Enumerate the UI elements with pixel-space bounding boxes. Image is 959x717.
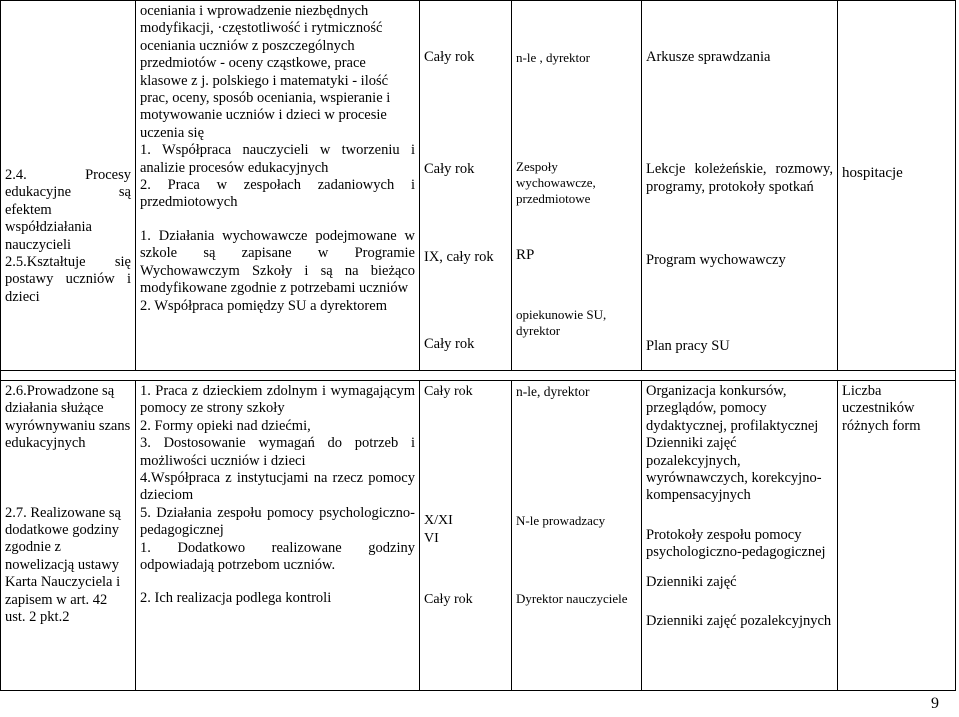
activity-text: 1. Dodatkowo realizowane godziny odpowiadają potrzebom uczniów. — [140, 539, 415, 574]
evidence-text: Arkusze sprawdzania — [646, 49, 771, 65]
timing-text: Cały rok — [424, 384, 473, 399]
activity-text: oceniania i wprowadzenie niezbędnych modyfikacji, ·częstotliwość i rytmiczność oceniania uczniów z poszczególnych przedmiotów - oceny cząstkowe, prace klasowe z j. polskiego i matematyki - ilość prac, oceny, sposób oceniania, wspieranie i motywowanie uczniów i dzieci w procesie uczenia się — [140, 3, 391, 141]
activity-text: 3. Dostosowanie wymagań do potrzeb i możliwości uczniów i dzieci — [140, 435, 415, 469]
method-text: hospitacje — [842, 165, 903, 181]
activities-cell — [136, 381, 420, 691]
responsible-cell — [512, 1, 642, 371]
responsible-text: N-le prowadzacy — [516, 513, 606, 529]
responsible-cell — [512, 381, 642, 691]
method-cell — [838, 1, 956, 371]
activity-text: 2. Praca w zespołach zadaniowych i przedmiotowych — [140, 177, 415, 211]
timing-text: Cały rok — [424, 161, 475, 178]
evidence-text: Lekcje koleżeńskie, rozmowy, programy, protokoły spotkań — [646, 161, 833, 195]
timing-text: X/XI VI — [424, 513, 453, 546]
criteria-cell — [1, 381, 136, 691]
criterion-text: 2.6.Prowadzone są działania służące wyrównywaniu szans edukacyjnych — [5, 383, 131, 452]
responsible-text: n-le , dyrektor — [516, 50, 591, 65]
evidence-text: Plan pracy SU — [646, 337, 730, 354]
timing-cell — [420, 1, 512, 371]
evidence-text: Organizacja konkursów, przeglądów, pomocy dydaktycznej, profilaktycznej Dzienniki zajęć pozalekcyjnych, wyrównawczych, korekcyjno-kompensacyjnych — [646, 383, 822, 504]
activities-cell — [136, 1, 420, 371]
activity-text: 2. Ich realizacja podlega kontroli — [140, 590, 332, 607]
activity-text: 2. Współpraca pomiędzy SU a dyrektorem — [140, 297, 387, 314]
evidence-text: Program wychowawczy — [646, 252, 786, 269]
activity-text: 4.Współpraca z instytucjami na rzecz pomocy dzieciom — [140, 470, 415, 504]
activity-text: 2. Formy opieki nad dziećmi, — [140, 417, 311, 434]
method-cell — [838, 381, 956, 691]
activity-text: 1. Praca z dzieckiem zdolnym i wymagającym pomocy ze strony szkoły — [140, 383, 415, 417]
activity-text: 1. Działania wychowawcze podejmowane w szkole są zapisane w Programie Wychowawczym Szkoły i są na bieżąco modyfikowane zgodnie z potrzebami uczniów — [140, 227, 415, 297]
timing-text: Cały rok — [424, 49, 475, 65]
responsible-text: opiekunowie SU, dyrektor — [516, 306, 607, 338]
responsible-text: RP — [516, 247, 535, 264]
criterion-text: 2.7. Realizowane są dodatkowe godziny zgodnie z nowelizacją ustawy Karta Nauczyciela i zapisem w art. 42 ust. 2 pkt.2 — [5, 504, 121, 626]
responsible-text: n-le, dyrektor — [516, 384, 590, 399]
method-text: Liczba uczestników różnych form — [842, 383, 921, 434]
evidence-cell — [642, 381, 838, 691]
criterion-text: 2.5.Kształtuje się postawy uczniów i dzieci — [5, 254, 131, 305]
activity-text: 1. Współpraca nauczycieli w tworzeniu i analizie procesów edukacyjnych — [140, 142, 415, 176]
evidence-text: Dzienniki zajęć pozalekcyjnych — [646, 613, 832, 630]
criterion-text: 2.4. Procesy edukacyjne są efektem współdziałania nauczycieli — [5, 167, 131, 253]
table-row — [1, 1, 956, 371]
timing-cell — [420, 381, 512, 691]
evidence-cell — [642, 1, 838, 371]
evidence-text: Protokoły zespołu pomocy psychologiczno-pedagogicznej — [646, 526, 826, 561]
responsible-text: Dyrektor nauczyciele — [516, 590, 628, 606]
evidence-text: Dzienniki zajęć — [646, 573, 737, 590]
timing-text: IX, cały rok — [424, 248, 494, 265]
responsible-text: Zespoły wychowawcze, przedmiotowe — [516, 159, 596, 207]
timing-text: Cały rok — [424, 592, 473, 608]
activity-text: 5. Działania zespołu pomocy psychologiczno-pedagogicznej — [140, 504, 415, 539]
timing-text: Cały rok — [424, 336, 475, 353]
criteria-cell — [1, 1, 136, 371]
page-number: 9 — [931, 695, 939, 712]
table-row — [1, 381, 956, 691]
